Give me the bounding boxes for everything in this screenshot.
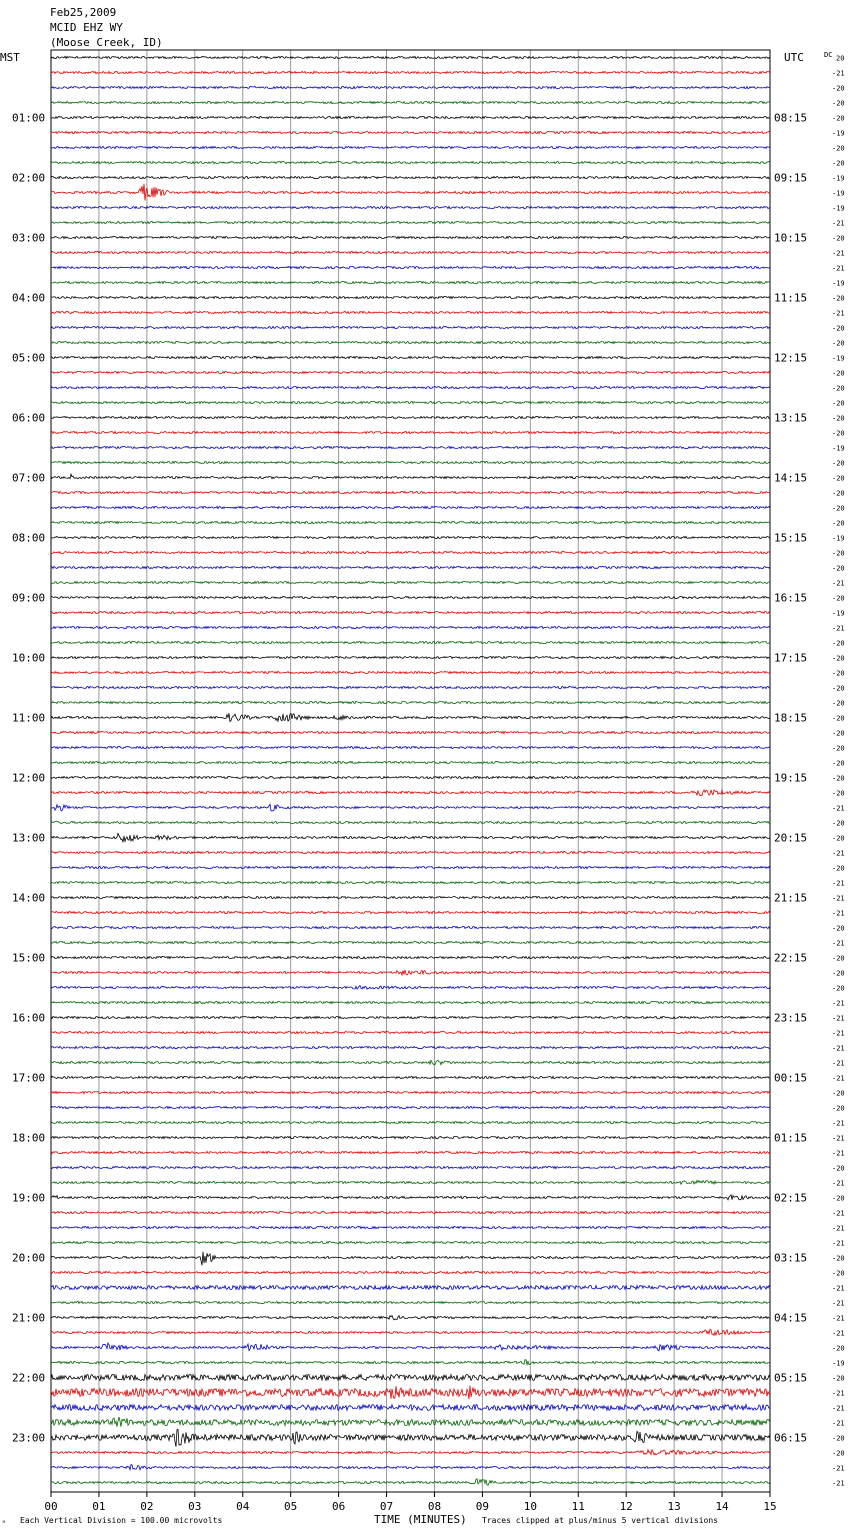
trace-row-70 (51, 1106, 770, 1108)
trace-row-84 (51, 1316, 770, 1320)
trace-row-36 (51, 596, 770, 598)
utc-hour-label: 05:15 (774, 1371, 808, 1385)
trace-row-77 (51, 1211, 770, 1213)
trace-row-58 (51, 926, 770, 928)
dc-offset-label: -21 (832, 624, 845, 633)
trace-row-39 (51, 641, 770, 643)
trace-row-54 (51, 866, 770, 868)
dc-offset-label: -20 (832, 789, 845, 798)
dc-offset-label: -20 (832, 339, 845, 348)
mst-hour-label: 22:00 (12, 1371, 46, 1385)
mst-hour-label: 21:00 (12, 1311, 46, 1325)
dc-offset-label: -21 (832, 579, 845, 588)
dc-offset-label: -19 (832, 204, 845, 213)
x-tick-label: 01 (92, 1500, 106, 1513)
trace-row-75 (51, 1180, 770, 1184)
utc-hour-label: 19:15 (774, 771, 808, 785)
dc-offset-label: -20 (832, 1254, 845, 1263)
trace-row-95 (51, 1479, 770, 1486)
utc-hour-label: 00:15 (774, 1071, 808, 1085)
utc-hour-label: 15:15 (774, 531, 808, 545)
trace-row-65 (51, 1031, 770, 1033)
trace-row-93 (51, 1450, 770, 1455)
trace-row-5 (51, 131, 770, 133)
dc-offset-label: -21 (832, 1479, 845, 1488)
utc-hour-label: 12:15 (774, 351, 808, 365)
dc-offset-label: -20 (832, 924, 845, 933)
trace-row-79 (51, 1241, 770, 1243)
dc-offset-label: -20 (832, 639, 845, 648)
utc-hour-label: 16:15 (774, 591, 808, 605)
utc-hour-label: 13:15 (774, 411, 808, 425)
mst-axis-label: MST (0, 51, 20, 64)
trace-row-64 (51, 1016, 770, 1018)
mst-hour-label: 05:00 (12, 351, 46, 365)
trace-row-9 (51, 184, 770, 201)
mst-hour-label: 12:00 (12, 771, 46, 785)
x-axis-title: TIME (MINUTES) (374, 1513, 467, 1526)
trace-row-49 (51, 790, 770, 796)
utc-hour-label: 14:15 (774, 471, 808, 485)
trace-group (51, 56, 770, 1485)
dc-offset-label: -21 (832, 1014, 845, 1023)
utc-axis-label: UTC (784, 51, 804, 64)
trace-row-15 (51, 281, 770, 283)
mst-hour-label: 07:00 (12, 471, 46, 485)
mst-hour-label: 03:00 (12, 231, 46, 245)
trace-row-51 (51, 821, 770, 823)
mst-hour-label: 19:00 (12, 1191, 46, 1205)
dc-offset-label: -21 (832, 1074, 845, 1083)
trace-row-48 (51, 776, 770, 778)
dc-offset-label: -20 (832, 654, 845, 663)
dc-offset-label: -20 (832, 549, 845, 558)
trace-row-46 (51, 746, 770, 748)
x-tick-label: 02 (140, 1500, 154, 1513)
trace-row-8 (51, 176, 770, 178)
dc-offset-label: -20 (832, 714, 845, 723)
trace-row-34 (51, 566, 770, 568)
x-tick-label: 06 (331, 1500, 346, 1513)
x-tick-label: 11 (571, 1500, 585, 1513)
trace-row-21 (51, 371, 770, 373)
utc-hour-label: 04:15 (774, 1311, 808, 1325)
trace-row-91 (51, 1417, 770, 1427)
dc-offset-label: -20 (832, 759, 845, 768)
dc-offset-label: -20 (832, 684, 845, 693)
dc-offset-label: -21 (832, 849, 845, 858)
dc-offset-label: -19 (832, 444, 845, 453)
dc-offset-label: -21 (832, 1464, 845, 1473)
trace-row-29 (51, 491, 770, 493)
trace-row-88 (51, 1375, 770, 1381)
trace-row-67 (51, 1060, 770, 1064)
dc-offset-label: -20 (832, 414, 845, 423)
trace-row-18 (51, 326, 770, 328)
x-tick-label: 12 (619, 1500, 633, 1513)
x-tick-label: 13 (667, 1500, 681, 1513)
dc-offset-label: -21 (832, 1239, 845, 1248)
trace-row-24 (51, 416, 770, 418)
dc-offset-label: -20 (832, 774, 845, 783)
dc-offset-label: -19 (832, 129, 845, 138)
dc-offset-label: -20 (832, 429, 845, 438)
dc-offset-label: -20 (832, 474, 845, 483)
trace-row-28 (51, 474, 770, 479)
dc-offset-label: -20 (832, 834, 845, 843)
x-tick-label: 08 (427, 1500, 442, 1513)
trace-row-22 (51, 386, 770, 388)
mst-hour-label: 13:00 (12, 831, 46, 845)
trace-row-71 (51, 1121, 770, 1123)
trace-row-17 (51, 311, 770, 313)
trace-row-26 (51, 446, 770, 448)
dc-offset-label: -20 (832, 519, 845, 528)
trace-row-2 (51, 86, 770, 88)
dc-offset-label: -19 (832, 609, 845, 618)
header-location: (Moose Creek, ID) (50, 36, 163, 49)
dc-offset-label: -20 (832, 864, 845, 873)
mst-hour-label: 14:00 (12, 891, 46, 905)
dc-offset-label: -21 (832, 1224, 845, 1233)
dc-offset-label: -20 (832, 99, 845, 108)
dc-offset-label: -20 (832, 144, 845, 153)
trace-row-56 (51, 896, 770, 898)
dc-offset-label: -20 (832, 1269, 845, 1278)
trace-row-78 (51, 1226, 770, 1228)
utc-hour-label: 03:15 (774, 1251, 808, 1265)
dc-offset-label: -20 (832, 399, 845, 408)
dc-offset-label: -20 (832, 324, 845, 333)
trace-row-6 (51, 146, 770, 148)
trace-row-57 (51, 911, 770, 913)
mst-hour-label: 04:00 (12, 291, 46, 305)
trace-row-55 (51, 881, 770, 883)
utc-hour-labels (774, 112, 807, 1445)
trace-row-94 (51, 1465, 770, 1470)
dc-offset-label: -20 (832, 504, 845, 513)
dc-offset-label: -21 (832, 264, 845, 273)
dc-offset-label: -21 (832, 1389, 845, 1398)
trace-row-59 (51, 941, 770, 943)
utc-hour-label: 08:15 (774, 111, 808, 125)
dc-offset-label: -20 (832, 1194, 845, 1203)
dc-offset-label: -21 (832, 1179, 845, 1188)
dc-offset-label: -20 (832, 984, 845, 993)
dc-offset-label: -19 (832, 174, 845, 183)
trace-row-81 (51, 1271, 770, 1273)
trace-row-60 (51, 956, 770, 958)
utc-hour-label: 23:15 (774, 1011, 808, 1025)
utc-hour-label: 09:15 (774, 171, 808, 185)
utc-hour-label: 01:15 (774, 1131, 808, 1145)
trace-row-23 (51, 401, 770, 403)
trace-row-80 (51, 1252, 770, 1266)
dc-offset-label: -20 (832, 1374, 845, 1383)
mst-hour-label: 02:00 (12, 171, 46, 185)
trace-row-0 (51, 56, 770, 58)
trace-row-66 (51, 1046, 770, 1048)
dc-offset-label: -21 (832, 879, 845, 888)
trace-row-61 (51, 970, 770, 975)
dc-offset-labels (832, 55, 845, 1488)
dc-offset-label: -21 (832, 939, 845, 948)
dc-offset-label: -20 (832, 1164, 845, 1173)
dc-offset-label: -20 (832, 564, 845, 573)
trace-row-90 (51, 1405, 770, 1411)
dc-label: DC (824, 51, 833, 59)
x-axis-ticks (44, 1492, 776, 1513)
utc-hour-label: 17:15 (774, 651, 808, 665)
scale-note: Each Vertical Division = 100.00 microvolts (20, 1516, 223, 1525)
mst-hour-label: 23:00 (12, 1431, 46, 1445)
dc-offset-label: -20 (832, 954, 845, 963)
dc-offset-label: -20 (832, 1344, 845, 1353)
dc-offset-label: 20 (836, 54, 845, 63)
trace-row-86 (51, 1343, 770, 1351)
trace-row-25 (51, 431, 770, 433)
utc-hour-label: 02:15 (774, 1191, 808, 1205)
x-tick-label: 04 (236, 1500, 250, 1513)
mst-hour-label: 15:00 (12, 951, 46, 965)
x-tick-label: 09 (475, 1500, 490, 1513)
utc-hour-label: 21:15 (774, 891, 808, 905)
mst-hour-label: 18:00 (12, 1131, 46, 1145)
dc-offset-label: -20 (832, 459, 845, 468)
mst-hour-label: 01:00 (12, 111, 46, 125)
dc-offset-label: -21 (832, 1134, 845, 1143)
dc-offset-label: -20 (832, 729, 845, 738)
trace-row-35 (51, 581, 770, 583)
dc-offset-label: -21 (832, 1059, 845, 1068)
mst-hour-label: 06:00 (12, 411, 46, 425)
trace-row-47 (51, 761, 770, 763)
trace-row-45 (51, 731, 770, 733)
trace-row-11 (51, 221, 770, 223)
utc-hour-label: 22:15 (774, 951, 808, 965)
trace-row-37 (51, 611, 770, 613)
trace-row-14 (51, 266, 770, 268)
x-tick-label: 15 (763, 1500, 777, 1513)
dc-offset-label: -20 (832, 384, 845, 393)
header-station: MCID EHZ WY (50, 21, 123, 34)
dc-offset-label: -19 (832, 354, 845, 363)
dc-offset-label: -20 (832, 84, 845, 93)
trace-row-69 (51, 1091, 770, 1093)
mst-hour-label: 11:00 (12, 711, 46, 725)
trace-row-10 (51, 206, 770, 208)
x-tick-label: 07 (379, 1500, 394, 1513)
trace-row-74 (51, 1166, 770, 1168)
dc-offset-label: -21 (832, 1209, 845, 1218)
corner-mark: ᴹ (2, 1520, 6, 1527)
mst-hour-label: 10:00 (12, 651, 46, 665)
trace-row-3 (51, 101, 770, 103)
dc-offset-label: -20 (832, 159, 845, 168)
dc-offset-label: -21 (832, 1119, 845, 1128)
x-tick-label: 14 (715, 1500, 729, 1513)
dc-offset-label: -21 (832, 1419, 845, 1428)
dc-offset-label: -21 (832, 999, 845, 1008)
dc-offset-label: -19 (832, 534, 845, 543)
dc-offset-label: -20 (832, 369, 845, 378)
x-tick-label: 00 (44, 1500, 58, 1513)
dc-offset-label: -21 (832, 1299, 845, 1308)
trace-row-82 (51, 1286, 770, 1290)
dc-offset-label: -21 (832, 1044, 845, 1053)
dc-offset-label: -19 (832, 189, 845, 198)
trace-row-72 (51, 1136, 770, 1138)
trace-row-43 (51, 701, 770, 703)
dc-offset-label: -21 (832, 1029, 845, 1038)
trace-row-41 (51, 671, 770, 673)
dc-offset-label: -20 (832, 1434, 845, 1443)
trace-row-4 (51, 116, 770, 118)
trace-row-44 (51, 713, 770, 721)
trace-row-42 (51, 686, 770, 688)
dc-offset-label: -19 (832, 1359, 845, 1368)
dc-offset-label: -21 (832, 1314, 845, 1323)
dc-offset-label: -21 (832, 1284, 845, 1293)
utc-hour-label: 18:15 (774, 711, 808, 725)
dc-offset-label: -20 (832, 699, 845, 708)
x-tick-label: 03 (188, 1500, 202, 1513)
dc-offset-label: -20 (832, 669, 845, 678)
mst-hour-label: 20:00 (12, 1251, 46, 1265)
trace-row-89 (51, 1386, 770, 1400)
trace-row-50 (51, 804, 770, 811)
utc-hour-label: 10:15 (774, 231, 808, 245)
trace-row-83 (51, 1301, 770, 1303)
dc-offset-label: -21 (832, 309, 845, 318)
trace-row-73 (51, 1151, 770, 1153)
trace-row-12 (51, 236, 770, 238)
trace-row-13 (51, 251, 770, 253)
dc-offset-label: -21 (832, 804, 845, 813)
mst-hour-label: 17:00 (12, 1071, 46, 1085)
trace-row-87 (51, 1360, 770, 1365)
dc-offset-label: -20 (832, 1449, 845, 1458)
trace-row-20 (51, 356, 770, 358)
dc-offset-label: -20 (832, 1104, 845, 1113)
x-tick-label: 05 (284, 1500, 298, 1513)
dc-offset-label: -19 (832, 279, 845, 288)
trace-row-40 (51, 656, 770, 658)
dc-offset-label: -21 (832, 1329, 845, 1338)
utc-hour-label: 11:15 (774, 291, 808, 305)
dc-offset-label: -20 (832, 294, 845, 303)
mst-hour-label: 08:00 (12, 531, 46, 545)
dc-offset-label: -21 (832, 909, 845, 918)
trace-row-19 (51, 341, 770, 343)
trace-row-85 (51, 1329, 770, 1335)
trace-row-52 (51, 833, 770, 842)
dc-offset-label: -20 (832, 819, 845, 828)
trace-row-16 (51, 296, 770, 298)
dc-offset-label: -20 (832, 114, 845, 123)
mst-hour-label: 16:00 (12, 1011, 46, 1025)
trace-row-27 (51, 461, 770, 463)
trace-row-1 (51, 71, 770, 73)
trace-row-92 (51, 1430, 770, 1447)
dc-offset-label: -20 (832, 594, 845, 603)
utc-hour-label: 20:15 (774, 831, 808, 845)
trace-row-7 (51, 161, 770, 163)
dc-offset-label: -20 (832, 744, 845, 753)
dc-offset-label: -20 (832, 234, 845, 243)
dc-offset-label: -20 (832, 969, 845, 978)
trace-row-62 (51, 986, 770, 990)
dc-offset-label: -21 (832, 69, 845, 78)
trace-row-63 (51, 1001, 770, 1003)
dc-offset-label: -21 (832, 1404, 845, 1413)
mst-hour-labels (12, 112, 45, 1445)
dc-offset-label: -20 (832, 489, 845, 498)
utc-hour-label: 06:15 (774, 1431, 808, 1445)
trace-row-76 (51, 1195, 770, 1200)
trace-row-30 (51, 506, 770, 508)
dc-offset-label: -20 (832, 1089, 845, 1098)
trace-row-31 (51, 521, 770, 523)
trace-row-38 (51, 626, 770, 628)
header-date: Feb25,2009 (50, 6, 117, 19)
trace-row-53 (51, 851, 770, 853)
dc-offset-label: -21 (832, 1149, 845, 1158)
dc-offset-label: -21 (832, 249, 845, 258)
dc-offset-label: -21 (832, 219, 845, 228)
trace-row-68 (51, 1076, 770, 1078)
x-tick-label: 10 (523, 1500, 537, 1513)
trace-row-33 (51, 551, 770, 553)
trace-row-32 (51, 536, 770, 538)
dc-offset-label: -21 (832, 894, 845, 903)
clip-note: Traces clipped at plus/minus 5 vertical divisions (482, 1516, 719, 1525)
mst-hour-label: 09:00 (12, 591, 46, 605)
